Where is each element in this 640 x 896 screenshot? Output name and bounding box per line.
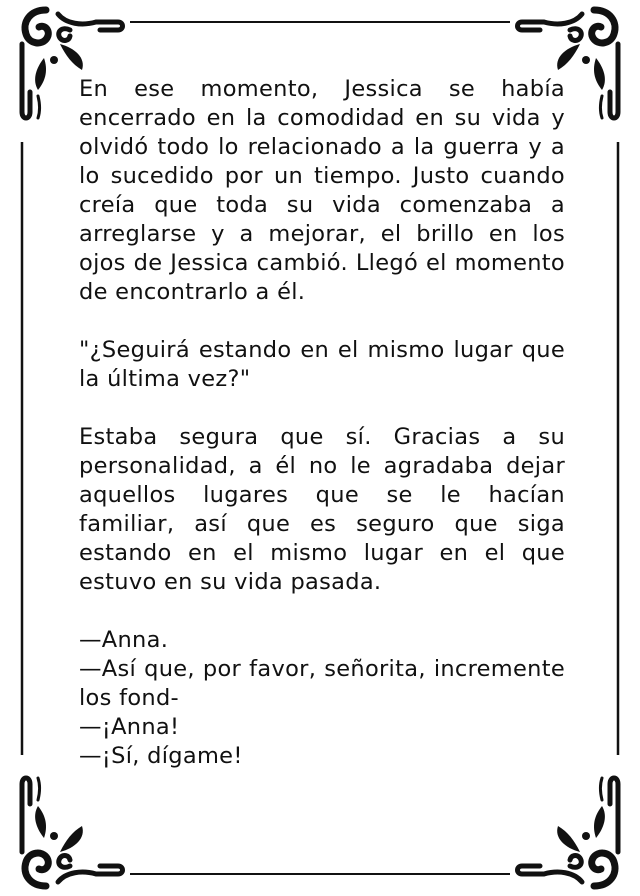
- dialogue-line-2: —Así que, por favor, señorita, incremente los fond-: [79, 656, 565, 711]
- paragraph-3: Estaba segura que sí. Gracias a su personalidad, a él no le agradaba dejar aquellos lugares que se le hacían familiar, así que es seguro que siga estando en el mismo lugar en el que estuvo en su vida pasada.: [79, 424, 565, 595]
- paragraph-2: "¿Seguirá estando en el mismo lugar que la última vez?": [79, 337, 565, 392]
- dialogue-line-1: —Anna.: [79, 627, 169, 653]
- dialogue-block: [79, 626, 565, 771]
- story-text: [79, 75, 565, 771]
- corner-ornament-bottom-left-icon: [22, 778, 123, 886]
- corner-ornament-bottom-right-icon: [518, 778, 619, 886]
- dialogue-line-4: —¡Sí, dígame!: [79, 743, 243, 769]
- paragraph-1: En ese momento, Jessica se había encerrado en la comodidad en su vida y olvidó todo lo relacionado a la guerra y a lo sucedido por un tiempo. Justo cuando creía que toda su vida comenzaba a arreglarse y a mejorar, el brillo en los ojos de Jessica cambió. Llegó el momento de encontrarlo a él.: [79, 76, 565, 305]
- dialogue-line-3: —¡Anna!: [79, 714, 180, 740]
